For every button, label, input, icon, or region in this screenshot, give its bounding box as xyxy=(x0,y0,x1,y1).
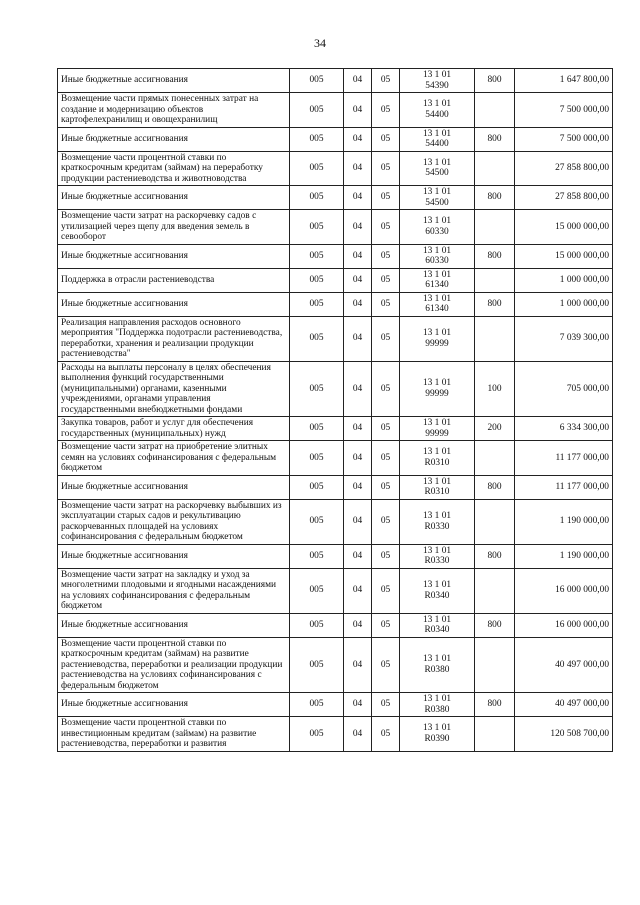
row-target-article-cell xyxy=(400,475,475,499)
row-subsection-cell: 05 xyxy=(372,417,400,441)
row-expense-type-cell: 100 xyxy=(475,361,515,417)
row-grbs-cell: 005 xyxy=(290,568,344,613)
row-subsection-cell: 05 xyxy=(372,268,400,292)
row-expense-type-cell xyxy=(475,316,515,361)
row-subsection-cell: 05 xyxy=(372,151,400,186)
row-grbs-cell: 005 xyxy=(290,544,344,568)
table-row xyxy=(58,292,613,316)
target-article-line: 13 1 01 xyxy=(422,545,452,556)
row-sum-cell: 27 858 800,00 xyxy=(515,151,613,186)
row-expense-type-cell xyxy=(475,268,515,292)
row-subsection-cell: 05 xyxy=(372,69,400,93)
target-article-line: 54400 xyxy=(425,109,449,120)
row-name-cell: Возмещение части процентной ставки по краткосрочным кредитам (займам) на переработку продукции растениеводства и животноводства xyxy=(58,151,290,186)
row-name-cell: Иные бюджетные ассигнования xyxy=(58,544,290,568)
table-row xyxy=(58,127,613,151)
row-section-cell: 04 xyxy=(344,268,372,292)
target-article-line: 60330 xyxy=(425,226,449,237)
row-name-cell: Иные бюджетные ассигнования xyxy=(58,127,290,151)
target-article-line: 13 1 01 xyxy=(422,580,452,590)
row-target-article-cell xyxy=(400,268,475,292)
row-section-cell: 04 xyxy=(344,186,372,210)
row-sum-cell: 15 000 000,00 xyxy=(515,210,613,245)
row-expense-type-cell: 800 xyxy=(475,69,515,93)
row-section-cell: 04 xyxy=(344,544,372,568)
row-expense-type-cell xyxy=(475,568,515,613)
table-row xyxy=(58,244,613,268)
row-sum-cell: 16 000 000,00 xyxy=(515,568,613,613)
row-name-cell: Возмещение части затрат на закладку и уход за многолетними плодовыми и ягодными насаждениями на условиях софинансирования с федеральным бюджетом xyxy=(58,568,290,613)
row-grbs-cell: 005 xyxy=(290,292,344,316)
row-grbs-cell: 005 xyxy=(290,417,344,441)
row-section-cell: 04 xyxy=(344,93,372,128)
target-article-line: 13 1 01 xyxy=(422,654,452,665)
target-article-line: 54390 xyxy=(425,80,449,91)
row-expense-type-cell xyxy=(475,210,515,245)
row-target-article-cell xyxy=(400,441,475,476)
target-article-line: R0330 xyxy=(424,521,450,532)
row-grbs-cell: 005 xyxy=(290,441,344,476)
target-article-line: 13 1 01 xyxy=(422,511,452,521)
row-sum-cell: 6 334 300,00 xyxy=(515,417,613,441)
table-row xyxy=(58,568,613,613)
row-target-article-cell xyxy=(400,613,475,637)
target-article-line: R0380 xyxy=(424,664,450,675)
table-row xyxy=(58,544,613,568)
row-sum-cell: 1 000 000,00 xyxy=(515,268,613,292)
page-number: 34 xyxy=(314,36,326,50)
target-article-line: R0310 xyxy=(424,487,450,497)
row-name-cell: Иные бюджетные ассигнования xyxy=(58,244,290,268)
target-article-line: 13 1 01 xyxy=(422,418,452,428)
row-target-article-cell xyxy=(400,151,475,186)
row-subsection-cell: 05 xyxy=(372,441,400,476)
table-row xyxy=(58,637,613,693)
row-expense-type-cell xyxy=(475,441,515,476)
target-article-line: 13 1 01 xyxy=(422,269,452,280)
row-name-cell: Иные бюджетные ассигнования xyxy=(58,693,290,717)
row-expense-type-cell: 800 xyxy=(475,186,515,210)
target-article-line: 13 1 01 xyxy=(422,99,452,110)
table-row xyxy=(58,441,613,476)
row-name-cell: Возмещение части затрат на раскорчевку выбывших из эксплуатации старых садов и рекультивацию раскорчеванных площадей на условиях софинансирования с федеральным бюджетом xyxy=(58,499,290,544)
row-section-cell: 04 xyxy=(344,292,372,316)
row-target-article-cell xyxy=(400,69,475,93)
row-sum-cell: 1 647 800,00 xyxy=(515,69,613,93)
row-target-article-cell xyxy=(400,186,475,210)
target-article-line: 13 1 01 xyxy=(422,128,452,139)
table-row xyxy=(58,613,613,637)
target-article-line: R0340 xyxy=(424,625,450,635)
row-subsection-cell: 05 xyxy=(372,127,400,151)
row-target-article-cell xyxy=(400,499,475,544)
table-row xyxy=(58,186,613,210)
row-subsection-cell: 05 xyxy=(372,568,400,613)
row-name-cell: Возмещение части затрат на приобретение элитных семян на условиях софинансирования с федеральным бюджетом xyxy=(58,441,290,476)
target-article-line: 13 1 01 xyxy=(422,476,452,487)
row-section-cell: 04 xyxy=(344,316,372,361)
row-grbs-cell: 005 xyxy=(290,693,344,717)
row-target-article-cell xyxy=(400,544,475,568)
row-expense-type-cell xyxy=(475,637,515,693)
target-article-line: R0340 xyxy=(424,590,450,601)
target-article-line: 13 1 01 xyxy=(422,723,452,734)
row-grbs-cell: 005 xyxy=(290,613,344,637)
row-sum-cell: 40 497 000,00 xyxy=(515,693,613,717)
target-article-line: 99999 xyxy=(425,428,449,439)
row-name-cell: Иные бюджетные ассигнования xyxy=(58,475,290,499)
row-sum-cell: 1 190 000,00 xyxy=(515,544,613,568)
row-subsection-cell: 05 xyxy=(372,499,400,544)
target-article-line: 54500 xyxy=(425,197,449,208)
row-subsection-cell: 05 xyxy=(372,475,400,499)
row-name-cell: Возмещение части процентной ставки по инвестиционным кредитам (займам) на развитие растениеводства, переработки и развития xyxy=(58,717,290,752)
row-sum-cell: 7 500 000,00 xyxy=(515,127,613,151)
row-name-cell: Возмещение части затрат на раскорчевку садов с утилизацией через щепу для введения земель в севооборот xyxy=(58,210,290,245)
row-subsection-cell: 05 xyxy=(372,361,400,417)
row-subsection-cell: 05 xyxy=(372,186,400,210)
row-expense-type-cell xyxy=(475,151,515,186)
row-name-cell: Закупка товаров, работ и услуг для обеспечения государственных (муниципальных) нужд xyxy=(58,417,290,441)
table-row xyxy=(58,417,613,441)
row-target-article-cell xyxy=(400,568,475,613)
row-section-cell: 04 xyxy=(344,475,372,499)
row-grbs-cell: 005 xyxy=(290,316,344,361)
row-sum-cell: 40 497 000,00 xyxy=(515,637,613,693)
target-article-line: 13 1 01 xyxy=(422,70,452,80)
row-subsection-cell: 05 xyxy=(372,544,400,568)
row-name-cell: Расходы на выплаты персоналу в целях обеспечения выполнения функций государственными (муниципальными) органами, казенными учреждениями, органами управления государственными внебюджетными фондами xyxy=(58,361,290,417)
row-target-article-cell xyxy=(400,93,475,128)
row-target-article-cell xyxy=(400,127,475,151)
row-grbs-cell: 005 xyxy=(290,93,344,128)
target-article-line: 61340 xyxy=(425,304,449,314)
row-section-cell: 04 xyxy=(344,693,372,717)
row-expense-type-cell: 800 xyxy=(475,127,515,151)
row-subsection-cell: 05 xyxy=(372,717,400,752)
row-section-cell: 04 xyxy=(344,361,372,417)
row-target-article-cell xyxy=(400,417,475,441)
row-sum-cell: 7 500 000,00 xyxy=(515,93,613,128)
table-row xyxy=(58,475,613,499)
row-expense-type-cell: 800 xyxy=(475,693,515,717)
table-row xyxy=(58,93,613,128)
target-article-line: R0380 xyxy=(424,704,450,715)
row-name-cell: Реализация направления расходов основного мероприятия "Поддержка подотрасли растениеводства, переработки, хранения и реализации продукции растениеводства" xyxy=(58,316,290,361)
row-subsection-cell: 05 xyxy=(372,93,400,128)
row-section-cell: 04 xyxy=(344,244,372,268)
target-article-line: 13 1 01 xyxy=(422,293,452,304)
row-target-article-cell xyxy=(400,244,475,268)
table-row xyxy=(58,693,613,717)
table-row xyxy=(58,210,613,245)
row-sum-cell: 120 508 700,00 xyxy=(515,717,613,752)
row-expense-type-cell xyxy=(475,93,515,128)
row-section-cell: 04 xyxy=(344,417,372,441)
target-article-line: 13 1 01 xyxy=(422,157,452,168)
target-article-line: 61340 xyxy=(425,280,449,290)
row-subsection-cell: 05 xyxy=(372,292,400,316)
row-name-cell: Поддержка в отрасли растениеводства xyxy=(58,268,290,292)
table-row xyxy=(58,499,613,544)
row-expense-type-cell: 200 xyxy=(475,417,515,441)
row-grbs-cell: 005 xyxy=(290,499,344,544)
target-article-line: 13 1 01 xyxy=(422,245,452,256)
table-row xyxy=(58,268,613,292)
row-subsection-cell: 05 xyxy=(372,316,400,361)
row-section-cell: 04 xyxy=(344,151,372,186)
row-target-article-cell xyxy=(400,210,475,245)
row-subsection-cell: 05 xyxy=(372,613,400,637)
row-section-cell: 04 xyxy=(344,210,372,245)
row-sum-cell: 11 177 000,00 xyxy=(515,475,613,499)
target-article-line: 13 1 01 xyxy=(422,216,452,227)
row-section-cell: 04 xyxy=(344,127,372,151)
row-name-cell: Возмещение части процентной ставки по краткосрочным кредитам (займам) на развитие растениеводства, переработки и реализации продукции растениеводства на условиях софинансирования с федеральным бюджетом xyxy=(58,637,290,693)
row-subsection-cell: 05 xyxy=(372,244,400,268)
row-section-cell: 04 xyxy=(344,69,372,93)
row-section-cell: 04 xyxy=(344,637,372,693)
row-section-cell: 04 xyxy=(344,441,372,476)
table-row xyxy=(58,316,613,361)
row-expense-type-cell: 800 xyxy=(475,613,515,637)
row-section-cell: 04 xyxy=(344,568,372,613)
row-grbs-cell: 005 xyxy=(290,637,344,693)
budget-table xyxy=(57,68,613,752)
target-article-line: 54400 xyxy=(425,139,449,149)
target-article-line: 54500 xyxy=(425,168,449,179)
row-section-cell: 04 xyxy=(344,499,372,544)
row-grbs-cell: 005 xyxy=(290,244,344,268)
row-expense-type-cell: 800 xyxy=(475,475,515,499)
row-grbs-cell: 005 xyxy=(290,210,344,245)
row-name-cell: Иные бюджетные ассигнования xyxy=(58,186,290,210)
row-target-article-cell xyxy=(400,361,475,417)
row-grbs-cell: 005 xyxy=(290,717,344,752)
row-sum-cell: 27 858 800,00 xyxy=(515,186,613,210)
row-expense-type-cell: 800 xyxy=(475,544,515,568)
row-subsection-cell: 05 xyxy=(372,693,400,717)
target-article-line: 13 1 01 xyxy=(422,187,452,197)
row-name-cell: Иные бюджетные ассигнования xyxy=(58,613,290,637)
row-sum-cell: 15 000 000,00 xyxy=(515,244,613,268)
table-row xyxy=(58,69,613,93)
row-sum-cell: 1 190 000,00 xyxy=(515,499,613,544)
target-article-line: R0330 xyxy=(424,556,450,566)
row-subsection-cell: 05 xyxy=(372,210,400,245)
row-expense-type-cell xyxy=(475,717,515,752)
target-article-line: 13 1 01 xyxy=(422,694,452,704)
target-article-line: 13 1 01 xyxy=(422,614,452,625)
row-section-cell: 04 xyxy=(344,717,372,752)
target-article-line: 99999 xyxy=(425,338,449,349)
row-grbs-cell: 005 xyxy=(290,127,344,151)
target-article-line: 13 1 01 xyxy=(422,328,452,338)
row-target-article-cell xyxy=(400,693,475,717)
row-subsection-cell: 05 xyxy=(372,637,400,693)
row-grbs-cell: 005 xyxy=(290,151,344,186)
row-grbs-cell: 005 xyxy=(290,69,344,93)
row-expense-type-cell: 800 xyxy=(475,244,515,268)
row-sum-cell: 16 000 000,00 xyxy=(515,613,613,637)
target-article-line: 13 1 01 xyxy=(422,378,452,389)
row-target-article-cell xyxy=(400,637,475,693)
target-article-line: R0390 xyxy=(424,733,450,744)
budget-table-body xyxy=(58,69,613,752)
row-grbs-cell: 005 xyxy=(290,475,344,499)
row-grbs-cell: 005 xyxy=(290,186,344,210)
row-grbs-cell: 005 xyxy=(290,268,344,292)
row-target-article-cell xyxy=(400,292,475,316)
target-article-line: R0310 xyxy=(424,457,450,468)
row-sum-cell: 7 039 300,00 xyxy=(515,316,613,361)
row-target-article-cell xyxy=(400,316,475,361)
row-sum-cell: 11 177 000,00 xyxy=(515,441,613,476)
row-sum-cell: 1 000 000,00 xyxy=(515,292,613,316)
row-name-cell: Иные бюджетные ассигнования xyxy=(58,292,290,316)
table-row xyxy=(58,717,613,752)
row-grbs-cell: 005 xyxy=(290,361,344,417)
target-article-line: 60330 xyxy=(425,256,449,266)
row-name-cell: Иные бюджетные ассигнования xyxy=(58,69,290,93)
row-name-cell: Возмещение части прямых понесенных затрат на создание и модернизацию объектов картофелехранилищ и овощехранилищ xyxy=(58,93,290,128)
table-row xyxy=(58,361,613,417)
row-expense-type-cell: 800 xyxy=(475,292,515,316)
row-expense-type-cell xyxy=(475,499,515,544)
target-article-line: 13 1 01 xyxy=(422,447,452,458)
row-target-article-cell xyxy=(400,717,475,752)
target-article-line: 99999 xyxy=(425,388,449,399)
row-section-cell: 04 xyxy=(344,613,372,637)
table-row xyxy=(58,151,613,186)
row-sum-cell: 705 000,00 xyxy=(515,361,613,417)
